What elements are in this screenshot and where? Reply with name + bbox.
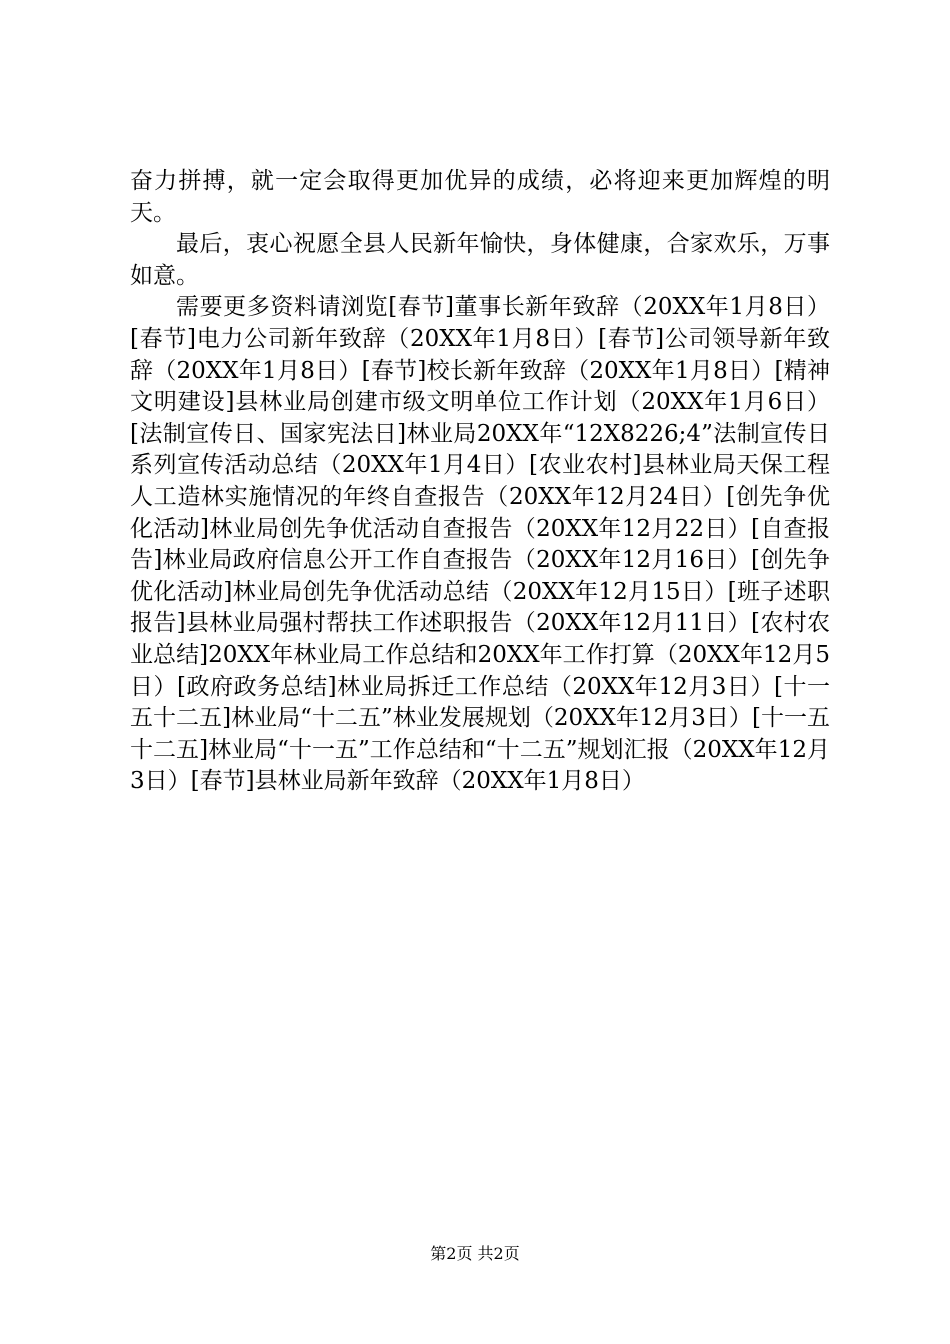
page-number: 第2页 共2页 <box>430 1244 520 1263</box>
document-body <box>130 166 830 798</box>
paragraph-continuation: 奋力拼搏，就一定会取得更加优异的成绩，必将迎来更加辉煌的明天。 <box>130 168 830 226</box>
paragraph-closing-wishes: 最后，衷心祝愿全县人民新年愉快，身体健康，合家欢乐，万事如意。 <box>130 231 830 289</box>
page-footer <box>0 1244 950 1264</box>
paragraph-related-links: 需要更多资料请浏览[春节]董事长新年致辞（20XX年1月8日）[春节]电力公司新年致辞（20XX年1月8日）[春节]公司领导新年致辞（20XX年1月8日）[春节]校长新年致辞（20XX年1月8日）[精神文明建设]县林业局创建市级文明单位工作计划（20XX年1月6日）[法制宣传日、国家宪法日]林业局20XX年“12X8226;4”法制宣传日系列宣传活动总结（20XX年1月4日）[农业农村]县林业局天保工程人工造林实施情况的年终自查报告（20XX年12月24日）[创先争优化活动]林业局创先争优活动自查报告（20XX年12月22日）[自查报告]林业局政府信息公开工作自查报告（20XX年12月16日）[创先争优化活动]林业局创先争优活动总结（20XX年12月15日）[班子述职报告]县林业局强村帮扶工作述职报告（20XX年12月11日）[农村农业总结]20XX年林业局工作总结和20XX年工作打算（20XX年12月5日）[政府政务总结]林业局拆迁工作总结（20XX年12月3日）[十一五十二五]林业局“十二五”林业发展规划（20XX年12月3日）[十一五十二五]林业局“十一五”工作总结和“十二五”规划汇报（20XX年12月3日）[春节]县林业局新年致辞（20XX年1月8日） <box>130 294 830 795</box>
